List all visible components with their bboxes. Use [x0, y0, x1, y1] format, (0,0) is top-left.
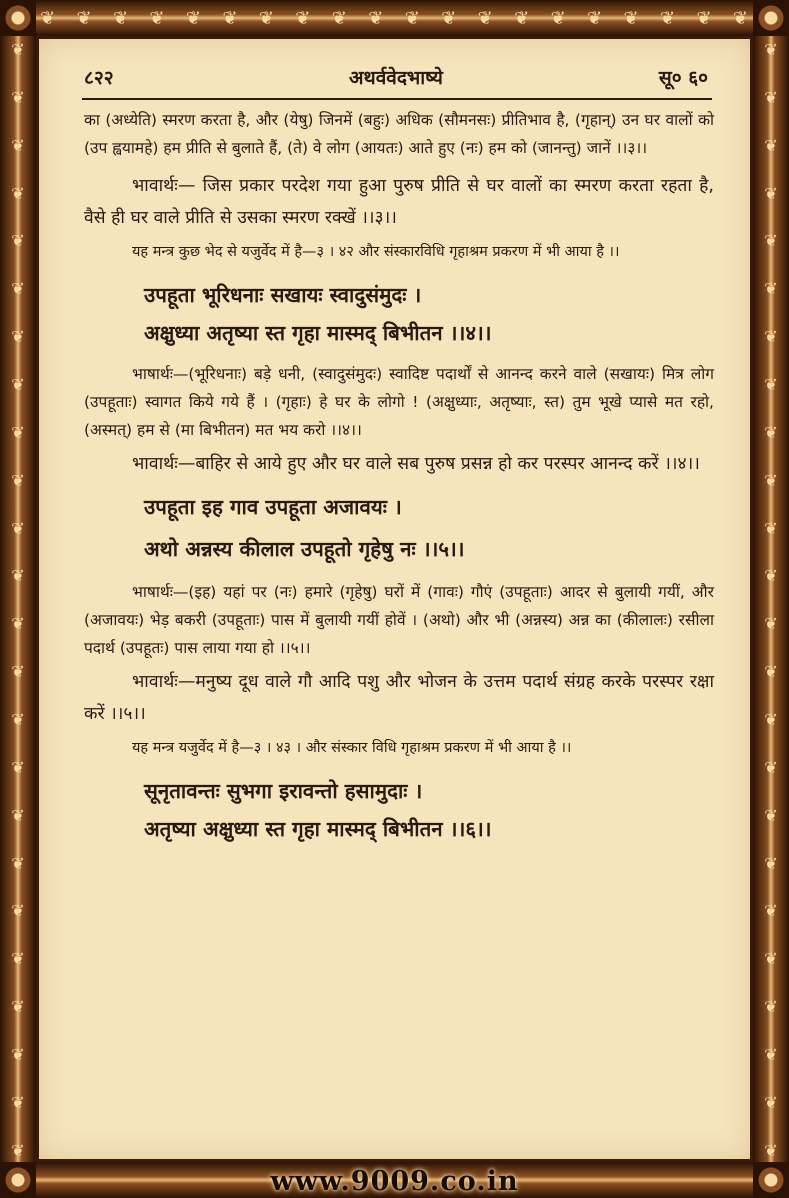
paragraph-bhavarth-4: भावार्थः—बाहिर से आये हुए और घर वाले सब पुरुष प्रसन्न हो कर परस्पर आनन्द करें ।।४।।	[132, 454, 700, 474]
ornament-right: ❦ ❦ ❦ ❦ ❦ ❦ ❦ ❦ ❦ ❦ ❦ ❦ ❦ ❦ ❦ ❦ ❦ ❦ ❦ ❦ ❦ ❦ ❦ ❦	[764, 40, 778, 1160]
sukta-number: सू० ६०	[658, 67, 708, 89]
page-title: अथर्ववेदभाष्ये	[349, 67, 443, 89]
website-link[interactable]: www.9009.co.in	[270, 1166, 519, 1197]
paragraph-note-5: यह मन्त्र यजुर्वेद में है—३ । ४३ । और संस्कार विधि गृहाश्रम प्रकरण में भी आया है ।।	[132, 740, 572, 756]
mantra-6-line-1: सूनृतावन्तः सुभगा इरावन्तो हसामुदाः ।	[144, 779, 423, 803]
header-divider	[82, 98, 712, 100]
page-body	[84, 106, 714, 844]
paragraph-translation-4: भाषार्थः—(भूरिधनाः) बड़े धनी, (स्वादुसंमुदः) स्वादिष्ट पदार्थों से आनन्द करने वाले (सखायः) मित्र लोग (उपहूताः) स्वागत किये गये हैं । (गृहाः) हे घर के लोगो ! (अक्षुध्याः, अतृष्याः, स्त) तुम भूखे प्यासे मत रहो, (अस्मत्) हम से (मा बिभीतन) मत भय करो ।।४।।	[84, 365, 714, 439]
mantra-4-line-2: अक्षुध्या अतृष्या स्त गृहा मास्मद् बिभीतन ।।४।।	[144, 321, 492, 345]
page-header	[84, 64, 708, 94]
ornament-left: ❦ ❦ ❦ ❦ ❦ ❦ ❦ ❦ ❦ ❦ ❦ ❦ ❦ ❦ ❦ ❦ ❦ ❦ ❦ ❦ ❦ ❦ ❦ ❦	[11, 40, 25, 1160]
mantra-5-line-1: उपहूता इह गाव उपहूता अजावयः ।	[144, 495, 402, 519]
page-number: ८२२	[84, 67, 114, 89]
paragraph-note-3: यह मन्त्र कुछ भेद से यजुर्वेद में है—३ । ४२ और संस्कारविधि गृहाश्रम प्रकरण में भी आया है ।।	[132, 244, 620, 260]
paragraph-translation-5: भाषार्थः—(इह) यहां पर (नः) हमारे (गृहेषु) घरों में (गावः) गौएं (उपहूताः) आदर से बुलायी गयीं, और (अजावयः) भेड़ बकरी (उपहूताः) पास में बुलायी गयीं होवें । (अथो) और भी (अन्नस्य) अन्न का (कीलालः) रसीला पदार्थ (उपहूतः) पास लाया गया हो ।।५।।	[84, 583, 714, 657]
ornament-top: ❦ ❦ ❦ ❦ ❦ ❦ ❦ ❦ ❦ ❦ ❦ ❦ ❦ ❦ ❦ ❦ ❦ ❦ ❦ ❦	[40, 7, 749, 29]
book-page	[36, 36, 753, 1162]
corner-ornament-icon	[0, 0, 36, 36]
mantra-6-line-2: अतृष्या अक्षुध्या स्त गृहा मास्मद् बिभीतन ।।६।।	[144, 817, 492, 841]
corner-ornament-icon	[753, 0, 789, 36]
mantra-5-line-2: अथो अन्नस्य कीलाल उपहूतो गृहेषु नः ।।५।।	[144, 537, 465, 561]
paragraph-bhavarth-3: भावार्थः— जिस प्रकार परदेश गया हुआ पुरुष प्रीति से घर वालों का स्मरण करता रहता है, वैसे ही घर वाले प्रीति से उसका स्मरण रक्खें ।।३।।	[84, 176, 714, 228]
paragraph-translation-3: का (अध्येति) स्मरण करता है, और (येषु) जिनमें (बहुः) अधिक (सौमनसः) प्रीतिभाव है, (गृहान्) उन घर वालों को (उप ह्वयामहे) हम प्रीति से बुलाते हैं, (ते) वे लोग (आयतः) आते हुए (नः) हम को (जानन्तु) जानें ।।३।।	[84, 111, 714, 157]
paragraph-bhavarth-5: भावार्थः—मनुष्य दूध वाले गौ आदि पशु और भोजन के उत्तम पदार्थ संग्रह करके परस्पर रक्षा करें ।।५।।	[84, 672, 714, 724]
mantra-4-line-1: उपहूता भूरिधनाः सखायः स्वादुसंमुदः ।	[144, 283, 422, 307]
